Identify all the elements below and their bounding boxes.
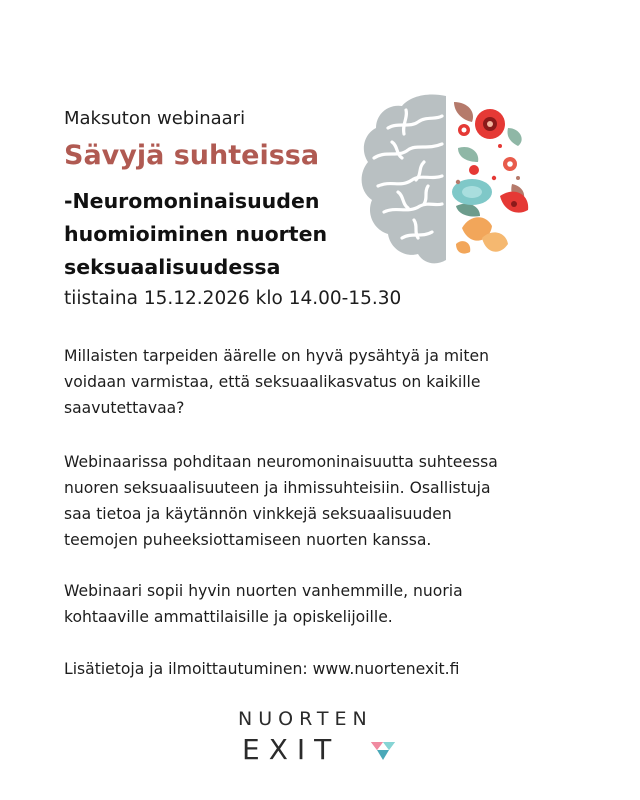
logo-bottom-word: EXIT	[242, 733, 341, 766]
paragraph-line: nuoren seksuaalisuuteen ja ihmissuhteisiin. Osallistuja	[64, 479, 491, 497]
flower-hemisphere-icon	[450, 94, 534, 263]
webinar-subtitle	[64, 185, 384, 284]
webinar-date: tiistaina 15.12.2026 klo 14.00-15.30	[64, 288, 402, 309]
subtitle-line: huomioiminen nuorten	[64, 222, 328, 246]
brain-flowers-illustration	[358, 88, 540, 284]
subtitle-line: seksuaalisuudessa	[64, 255, 281, 279]
paragraph-line: voidaan varmistaa, että seksuaalikasvatus on kaikille	[64, 373, 481, 391]
description-paragraph	[64, 449, 584, 553]
info-paragraph	[64, 656, 584, 682]
brain-hemisphere-icon	[362, 94, 446, 263]
paragraph-line: kohtaaville ammattilaisille ja opiskelijoille.	[64, 608, 393, 626]
paragraph-line: saa tietoa ja käytännön vinkkejä seksuaalisuuden	[64, 505, 452, 523]
paragraph-line: teemojen puheeksiottamiseen nuorten kanssa.	[64, 531, 432, 549]
heart-triangles-icon	[369, 736, 397, 764]
paragraph-line: Webinaarissa pohditaan neuromoninaisuutta suhteessa	[64, 453, 498, 471]
paragraph-line: saavutettavaa?	[64, 399, 185, 417]
webinar-title: Sävyjä suhteissa	[64, 140, 320, 171]
nuorten-exit-logo	[238, 708, 408, 768]
intro-paragraph	[64, 343, 584, 421]
info-line: Lisätietoja ja ilmoittautuminen: www.nuortenexit.fi	[64, 660, 460, 678]
audience-paragraph	[64, 578, 584, 630]
paragraph-line: Millaisten tarpeiden äärelle on hyvä pysähtyä ja miten	[64, 347, 489, 365]
paragraph-line: Webinaari sopii hyvin nuorten vanhemmille, nuoria	[64, 582, 463, 600]
logo-top-word: NUORTEN	[238, 708, 373, 730]
subtitle-line: -Neuromoninaisuuden	[64, 189, 320, 213]
eyebrow-label: Maksuton webinaari	[64, 108, 246, 129]
